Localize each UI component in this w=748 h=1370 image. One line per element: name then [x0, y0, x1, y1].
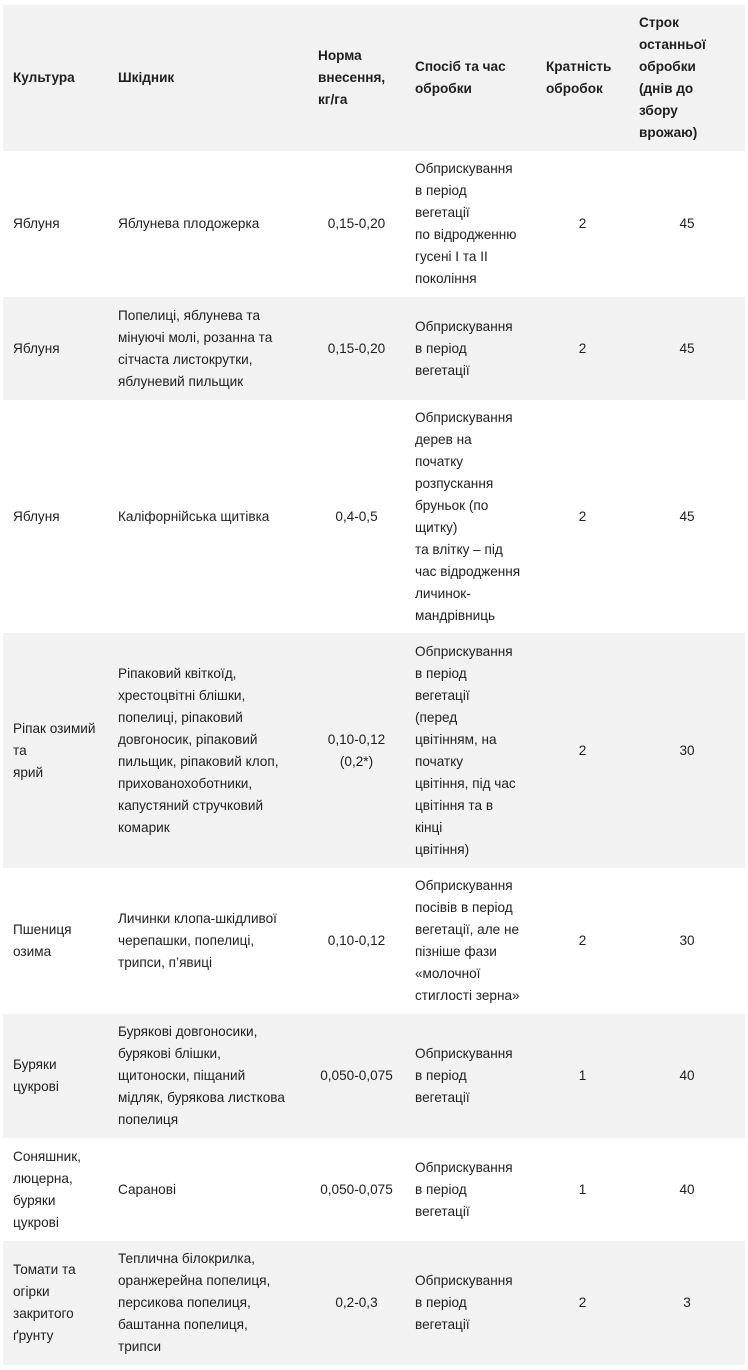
cell-crop [3, 868, 108, 1014]
cell-text-line: Яблунева плодожерка [118, 216, 260, 231]
cell-text-line: кінці [415, 819, 443, 835]
cell-method [405, 297, 536, 400]
header-text-line: кг/га [318, 92, 348, 107]
cell-text-line: (перед [415, 709, 458, 725]
cell-text-line: вегетації [415, 1090, 470, 1105]
table-body [3, 151, 745, 1365]
cell-pest [108, 400, 308, 633]
header-rate [308, 5, 405, 151]
cell-text-line: Обприскування [415, 1159, 513, 1175]
header-text-line: Спосіб та час [415, 59, 506, 74]
cell-text-line: вегетації [415, 1317, 470, 1332]
header-text-line: обробки [639, 59, 696, 74]
cell-rate [308, 633, 405, 868]
cell-text-line: в період [415, 340, 467, 356]
cell-text-line: Каліфорнійська щитівка [118, 508, 270, 524]
cell-text-line: озима [13, 944, 52, 959]
cell-text-line: початку [415, 753, 464, 769]
cell-pest [108, 1014, 308, 1138]
cell-text-line: 0,10-0,12 [327, 731, 386, 747]
pesticide-table [3, 5, 745, 1365]
cell-text-line: попелиця [118, 1112, 179, 1127]
cell-method [405, 868, 536, 1014]
cell-text-line: трипси, п’явиці [118, 955, 213, 970]
cell-rate [308, 1014, 405, 1138]
cell-crop [3, 633, 108, 868]
cell-text-line: по відродженню [415, 227, 517, 242]
cell-text-line: в період [415, 1068, 467, 1083]
cell-crop [3, 1241, 108, 1365]
cell-text-line: в період [415, 1181, 467, 1197]
header-pest [108, 5, 308, 151]
cell-text-line: персикова попелиця, [118, 1295, 251, 1310]
cell-text-line: посівів в період [415, 900, 513, 915]
table-row [3, 1241, 745, 1365]
cell-text-line: цукрові [13, 1079, 59, 1094]
cell-text-line: вегетації [415, 1203, 470, 1219]
cell-text-line: трипси [118, 1339, 162, 1354]
cell-text-line: Соняшник, [13, 1148, 81, 1164]
header-text-line: останньої [639, 37, 706, 52]
cell-text-line: Обприскування [415, 318, 513, 334]
cell-text-line: в період [415, 1295, 467, 1310]
cell-text-line: Обприскування [415, 1273, 513, 1288]
table-row [3, 1014, 745, 1138]
cell-count: 1 [578, 1181, 587, 1197]
cell-days: 45 [679, 508, 695, 524]
cell-crop [3, 151, 108, 297]
table-header [3, 5, 745, 151]
cell-text-line: Томати та [13, 1262, 76, 1277]
cell-method [405, 151, 536, 297]
cell-count: 1 [578, 1068, 587, 1083]
cell-text-line: 0,050-0,075 [320, 1068, 393, 1083]
cell-text-line: Обприскування [415, 878, 513, 893]
cell-text-line: Яблуня [13, 508, 60, 524]
cell-text-line: довгоносик, ріпаковий [118, 731, 258, 747]
cell-text-line: Теплична білокрилка, [118, 1251, 255, 1266]
cell-text-line: в період [415, 665, 467, 681]
cell-text-line: (0,2*) [339, 753, 374, 769]
cell-text-line: прихованохоботники, [118, 775, 253, 791]
header-text-line: Кратність [546, 59, 612, 74]
cell-text-line: щитоноски, піщаний [118, 1068, 246, 1083]
cell-text-line: бурякові блішки, [118, 1046, 221, 1061]
header-text-line: Норма [318, 48, 362, 63]
cell-text-line: попелиці, ріпаковий [118, 709, 243, 725]
cell-rate [308, 400, 405, 633]
table-row [3, 151, 745, 297]
header-crop [3, 5, 108, 151]
cell-text-line: Саранові [118, 1181, 176, 1197]
table-row [3, 1138, 745, 1241]
cell-days: 40 [679, 1068, 695, 1083]
cell-text-line: 0,050-0,075 [320, 1181, 393, 1197]
cell-text-line: мідляк, бурякова листкова [118, 1090, 285, 1105]
cell-count: 2 [578, 340, 587, 356]
cell-pest [108, 1138, 308, 1241]
cell-rate [308, 1241, 405, 1365]
cell-count: 2 [578, 742, 587, 758]
cell-days: 40 [679, 1181, 695, 1197]
cell-text-line: 0,15-0,20 [327, 216, 386, 231]
cell-text-line: 0,15-0,20 [327, 340, 386, 356]
cell-rate [308, 151, 405, 297]
cell-text-line: хрестоцвітні блішки, [118, 687, 246, 703]
cell-text-line: личинок- [415, 585, 471, 601]
cell-text-line: Обприскування [415, 1046, 513, 1061]
cell-crop [3, 400, 108, 633]
cell-text-line: цвітіння, під час [415, 775, 516, 791]
cell-text-line: Яблуня [13, 340, 60, 356]
cell-text-line: час відродження [415, 563, 521, 579]
cell-count: 2 [578, 216, 587, 231]
table-row [3, 400, 745, 633]
cell-rate [308, 1138, 405, 1241]
cell-text-line: щитку) [415, 519, 458, 535]
cell-text-line: Бурякові довгоносики, [118, 1024, 258, 1039]
header-text-line: Шкідник [118, 70, 175, 85]
cell-text-line: Обприскування [415, 161, 513, 176]
cell-text-line: закритого [13, 1306, 74, 1321]
cell-text-line: вегетації [415, 687, 470, 703]
cell-method [405, 1014, 536, 1138]
cell-text-line: цвітінням, на [415, 731, 497, 747]
cell-text-line: Обприскування [415, 409, 513, 425]
cell-text-line: сітчаста листокрутки, [118, 351, 253, 367]
cell-days: 45 [679, 340, 695, 356]
cell-text-line: Личинки клопа-шкідливої [118, 911, 277, 926]
cell-text-line: дерев на [415, 431, 472, 447]
cell-pest [108, 297, 308, 400]
cell-text-line: цвітіння) [415, 841, 470, 857]
cell-text-line: «молочної [415, 966, 481, 981]
header-text-line: обробки [415, 81, 472, 96]
cell-pest [108, 868, 308, 1014]
cell-text-line: та [13, 742, 27, 758]
table-row [3, 868, 745, 1014]
cell-method [405, 1241, 536, 1365]
cell-text-line: комарик [118, 819, 170, 835]
cell-text-line: буряки [13, 1192, 56, 1208]
cell-text-line: в період [415, 183, 467, 198]
cell-text-line: початку [415, 453, 464, 469]
cell-text-line: гусені І та ІІ [415, 249, 488, 264]
cell-text-line: стиглості зерна» [415, 988, 520, 1003]
cell-text-line: баштанна попелиця, [118, 1317, 248, 1332]
cell-method [405, 1138, 536, 1241]
header-text-line: збору [639, 103, 678, 118]
cell-text-line: 0,4-0,5 [335, 508, 378, 524]
cell-text-line: розпускання [415, 475, 494, 491]
cell-days: 30 [679, 742, 695, 758]
cell-text-line: Ріпак озимий [13, 720, 96, 736]
header-method [405, 5, 536, 151]
cell-text-line: ґрунту [13, 1328, 54, 1343]
cell-text-line: оранжерейна попелиця, [118, 1273, 271, 1288]
header-text-line: (днів до [639, 81, 694, 96]
cell-count: 2 [578, 508, 587, 524]
header-text-line: врожаю) [639, 125, 698, 140]
cell-text-line: яблуневий пильщик [118, 373, 244, 389]
cell-pest [108, 1241, 308, 1365]
cell-text-line: вегетації [415, 205, 470, 220]
cell-text-line: 0,10-0,12 [327, 933, 386, 948]
cell-text-line: вегетації [415, 362, 470, 378]
cell-days: 45 [679, 216, 695, 231]
cell-text-line: черепашки, попелиці, [118, 933, 255, 948]
cell-text-line: Пшениця [13, 922, 72, 937]
header-count [536, 5, 629, 151]
cell-pest [108, 633, 308, 868]
cell-text-line: мандрівниць [415, 607, 496, 623]
table-row [3, 633, 745, 868]
cell-count: 2 [578, 933, 587, 948]
header-text-line: Культура [13, 70, 75, 85]
table-row [3, 297, 745, 400]
cell-text-line: мінуючі молі, розанна та [118, 329, 273, 345]
header-row [3, 5, 745, 151]
cell-text-line: бруньок (по [415, 497, 489, 513]
header-text-line: обробок [546, 81, 603, 96]
cell-text-line: Ріпаковий квіткоїд, [118, 665, 237, 681]
cell-count: 2 [578, 1295, 587, 1310]
header-text-line: Строк [639, 15, 679, 30]
cell-text-line: Попелиці, яблунева та [118, 307, 261, 323]
cell-text-line: Яблуня [13, 216, 60, 231]
cell-rate [308, 868, 405, 1014]
cell-text-line: Буряки [13, 1057, 57, 1072]
cell-text-line: Обприскування [415, 643, 513, 659]
cell-days: 30 [679, 933, 695, 948]
cell-text-line: покоління [415, 271, 477, 286]
cell-method [405, 400, 536, 633]
cell-rate [308, 297, 405, 400]
cell-text-line: капустяний стручковий [118, 797, 264, 813]
cell-text-line: 0,2-0,3 [335, 1295, 378, 1310]
cell-method [405, 633, 536, 868]
cell-text-line: та влітку – під [415, 541, 503, 557]
cell-crop [3, 1014, 108, 1138]
cell-text-line: ярий [13, 764, 44, 780]
cell-text-line: люцерна, [13, 1170, 73, 1186]
cell-crop [3, 297, 108, 400]
header-days [629, 5, 745, 151]
cell-text-line: пильщик, ріпаковий клоп, [118, 753, 279, 769]
cell-text-line: огірки [13, 1284, 50, 1299]
header-text-line: внесення, [318, 70, 386, 85]
cell-pest [108, 151, 308, 297]
cell-crop [3, 1138, 108, 1241]
cell-days: 3 [683, 1295, 691, 1310]
cell-text-line: пізніше фази [415, 944, 497, 959]
cell-text-line: цукрові [13, 1214, 59, 1230]
cell-text-line: цвітіння та в [415, 797, 494, 813]
cell-text-line: вегетації, але не [415, 922, 520, 937]
